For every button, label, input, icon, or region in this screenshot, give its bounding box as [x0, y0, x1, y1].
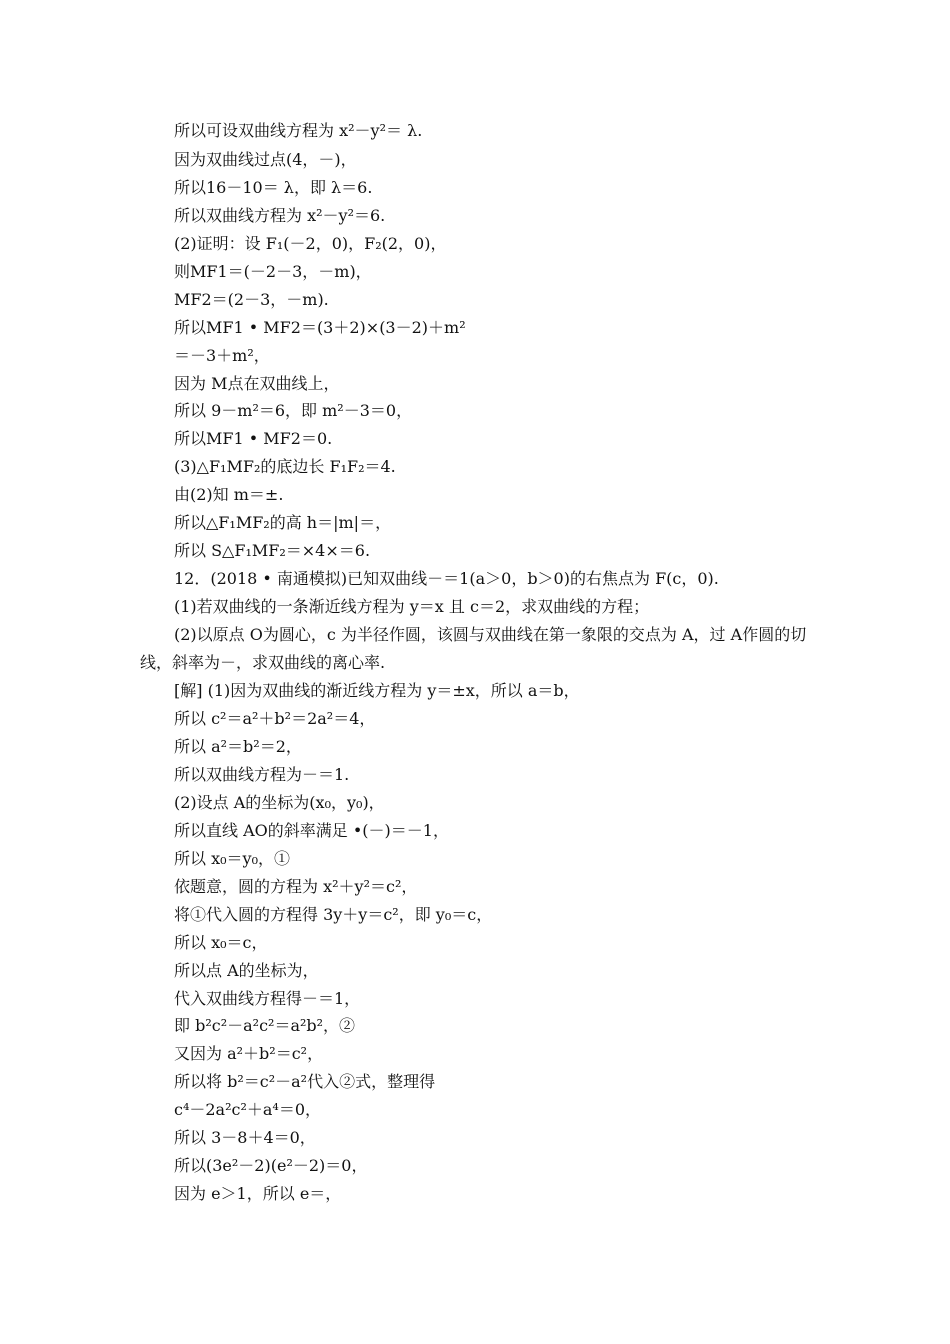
text-line: (2)证明：设 F₁(－2，0)，F₂(2，0)，: [174, 234, 447, 253]
text-line: 即 b²c²－a²c²＝a²b²，②: [174, 1016, 356, 1035]
text-line: 因为双曲线过点(4，－)，: [174, 150, 357, 169]
text-line: 所以 9－m²＝6，即 m²－3＝0，: [174, 401, 413, 420]
text-line: 因为 M点在双曲线上，: [174, 374, 340, 393]
text-line: 所以点 A的坐标为，: [174, 961, 319, 980]
text-line: 又因为 a²＋b²＝c²，: [174, 1044, 324, 1063]
text-line: (3)△F₁MF₂的底边长 F₁F₂＝4.: [174, 457, 396, 476]
text-line: 所以△F₁MF₂的高 h＝|m|＝，: [174, 513, 392, 532]
text-line: 所以 c²＝a²＋b²＝2a²＝4，: [174, 709, 376, 728]
text-line: 所以直线 AO的斜率满足 •(－)＝－1，: [174, 821, 449, 840]
text-line: 所以 x₀＝y₀，①: [174, 849, 290, 868]
problem-statement: 12．(2018 • 南通模拟)已知双曲线－＝1(a＞0，b＞0)的右焦点为 F(c，0).: [174, 569, 719, 588]
text-line: ＝－3＋m²，: [174, 346, 270, 365]
text-line: 所以 a²＝b²＝2，: [174, 737, 302, 756]
text-line: 所以 3－8＋4＝0，: [174, 1128, 316, 1147]
text-line: 则MF1＝(－2－3，－m)，: [174, 262, 372, 281]
text-line: 线，斜率为－，求双曲线的离心率.: [140, 653, 386, 672]
text-line: 所以双曲线方程为 x²－y²＝6.: [174, 206, 386, 225]
text-line: 依题意，圆的方程为 x²＋y²＝c²，: [174, 877, 418, 896]
text-line: (2)以原点 O为圆心，c 为半径作圆，该圆与双曲线在第一象限的交点为 A，过 A作圆的切: [174, 625, 807, 644]
text-line: 所以可设双曲线方程为 x²－y²＝ λ.: [174, 121, 423, 140]
text-line: (2)设点 A的坐标为(x₀，y₀)，: [174, 793, 385, 812]
text-line: 所以双曲线方程为－＝1.: [174, 765, 350, 784]
text-line: MF2＝(2－3，－m).: [174, 290, 329, 309]
text-line: 由(2)知 m＝±.: [174, 485, 284, 504]
text-line: 所以 S△F₁MF₂＝×4×＝6.: [174, 541, 371, 560]
text-line: c⁴－2a²c²＋a⁴＝0，: [174, 1100, 322, 1119]
text-line: 代入双曲线方程得－＝1，: [174, 989, 361, 1008]
text-line: 所以(3e²－2)(e²－2)＝0，: [174, 1156, 368, 1175]
text-line: 所以MF1 • MF2＝(3＋2)×(3－2)＋m²: [174, 318, 466, 337]
text-line: 所以 x₀＝c，: [174, 933, 268, 952]
text-line: 将①代入圆的方程得 3y＋y＝c²，即 y₀＝c，: [174, 905, 493, 924]
text-line: 所以MF1 • MF2＝0.: [174, 429, 333, 448]
text-line: 所以将 b²＝c²－a²代入②式，整理得: [174, 1072, 436, 1091]
text-line: (1)若双曲线的一条渐近线方程为 y＝x 且 c＝2，求双曲线的方程；: [174, 597, 650, 616]
text-line: 所以16－10＝ λ，即 λ＝6.: [174, 178, 373, 197]
text-line: 因为 e＞1，所以 e＝，: [174, 1184, 342, 1203]
solution-start: [解] (1)因为双曲线的渐近线方程为 y＝±x，所以 a＝b，: [174, 681, 580, 700]
